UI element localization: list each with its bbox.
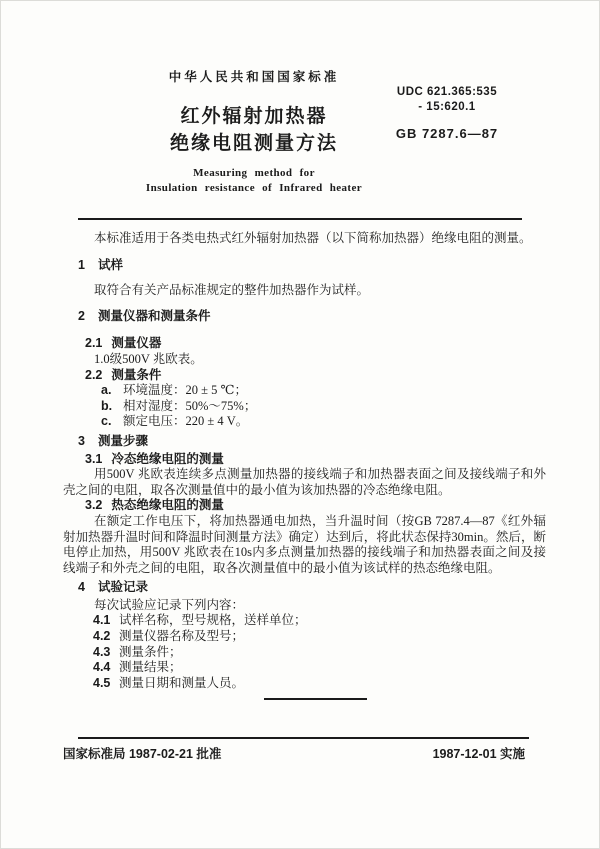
section-3-1-paragraph: 用500V 兆欧表连续多点测量加热器的接线端子和加热器表面之间及接线端子和外壳之间的电阻，取各次测量值中的最小值为该加热器的冷态绝缘电阻。 xyxy=(63,467,546,497)
condition-item-c-text: 额定电压：220 ± 4 V。 xyxy=(123,414,249,429)
document-title-english-line1: Measuring method for xyxy=(193,167,315,179)
section-1-paragraph: 取符合有关产品标准规定的整件加热器作为试样。 xyxy=(94,283,370,298)
document-title-english-line2: Insulation resistance of Infrared heater xyxy=(145,182,363,194)
record-item-4-3 xyxy=(93,645,546,661)
footer-divider xyxy=(78,737,529,739)
document-body xyxy=(63,231,546,700)
condition-item-b-text: 相对湿度：50%～75%； xyxy=(123,398,257,413)
record-item-4-1-number: 4.1 xyxy=(93,613,111,628)
section-2-2-number: 2.2 xyxy=(85,367,103,382)
section-3-2-title: 热态绝缘电阻的测量 xyxy=(111,498,224,513)
section-3-number: 3 xyxy=(78,433,85,448)
condition-item-a xyxy=(101,383,546,399)
condition-item-c xyxy=(101,414,546,430)
implementation-date-text: 1987-12-01 实施 xyxy=(432,747,525,761)
record-item-4-5-number: 4.5 xyxy=(93,675,111,690)
standard-number: GB 7287.6—87 xyxy=(395,126,499,141)
section-3-2-paragraph: 在额定工作电压下，将加热器通电加热，当升温时间（按GB 7287.4—87《红外辐射加热器升温时间和降温时间测量方法》确定）达到后，将此状态保持30min。然后，断电停止加热，用500V 兆欧表在10s内多点测量加热器的接线端子和加热器表面之间及接线端子和外壳之间的电阻，取各次测量值中的最小值为该试样的热态绝缘电阻。 xyxy=(63,513,546,575)
record-item-4-2 xyxy=(93,629,546,645)
section-1-heading xyxy=(78,258,546,274)
section-3-2-heading xyxy=(85,498,546,514)
record-item-4-5-text: 测量日期和测量人员。 xyxy=(119,675,245,690)
section-2-1-paragraph: 1.0级500V 兆欧表。 xyxy=(94,351,203,366)
section-1-number: 1 xyxy=(78,257,85,272)
section-2-1-heading xyxy=(85,336,546,352)
section-3-heading xyxy=(78,434,546,450)
section-2-2-heading xyxy=(85,368,546,384)
condition-item-b xyxy=(101,399,546,415)
document-title-line2: 绝缘电阻测量方法 xyxy=(169,133,338,154)
section-3-2-number: 3.2 xyxy=(85,498,103,513)
document-end-rule xyxy=(264,698,367,700)
section-3-1-title: 冷态绝缘电阻的测量 xyxy=(111,451,224,466)
section-4-title: 试验记录 xyxy=(97,580,148,595)
approval-date-text: 国家标准局 1987-02-21 批准 xyxy=(63,747,222,761)
section-2-2-title: 测量条件 xyxy=(111,367,162,382)
condition-item-a-label: a. xyxy=(101,383,112,398)
section-4-number: 4 xyxy=(78,580,85,595)
record-item-4-3-number: 4.3 xyxy=(93,644,111,659)
standard-type-title: 中华人民共和国国家标准 xyxy=(168,70,340,84)
document-footer xyxy=(63,744,525,762)
scope-paragraph: 本标准适用于各类电热式红外辐射加热器（以下简称加热器）绝缘电阻的测量。 xyxy=(94,231,532,245)
section-2-1-title: 测量仪器 xyxy=(111,336,162,351)
record-item-4-2-text: 测量仪器名称及型号； xyxy=(119,629,245,644)
udc-classification-line1: UDC 621.365:535 xyxy=(396,86,498,98)
record-item-4-3-text: 测量条件； xyxy=(119,644,182,659)
section-4-heading xyxy=(78,580,546,596)
section-3-1-number: 3.1 xyxy=(85,451,103,466)
record-item-4-2-number: 4.2 xyxy=(93,629,111,644)
record-item-4-1-text: 试样名称，型号规格，送样单位； xyxy=(119,613,307,628)
condition-item-c-label: c. xyxy=(101,414,112,429)
condition-item-a-text: 环境温度：20 ± 5 ℃； xyxy=(123,383,247,398)
udc-classification-line2: - 15:620.1 xyxy=(418,101,476,113)
record-item-4-4-number: 4.4 xyxy=(93,660,111,675)
section-1-title: 试样 xyxy=(97,257,123,272)
section-3-title: 测量步骤 xyxy=(97,433,148,448)
section-3-1-heading xyxy=(85,452,546,468)
section-4-lead: 每次试验应记录下列内容： xyxy=(94,597,245,612)
section-2-title: 测量仪器和测量条件 xyxy=(97,308,211,323)
record-item-4-5 xyxy=(93,676,546,692)
condition-item-b-label: b. xyxy=(101,398,113,413)
header-divider xyxy=(78,218,522,220)
section-2-1-number: 2.1 xyxy=(85,336,103,351)
document-header-right xyxy=(367,85,527,141)
section-2-number: 2 xyxy=(78,308,85,323)
section-2-heading xyxy=(78,309,546,325)
record-item-4-4-text: 测量结果； xyxy=(119,660,182,675)
record-item-4-4 xyxy=(93,660,546,676)
record-item-4-1 xyxy=(93,613,546,629)
document-title-line1: 红外辐射加热器 xyxy=(180,106,328,127)
